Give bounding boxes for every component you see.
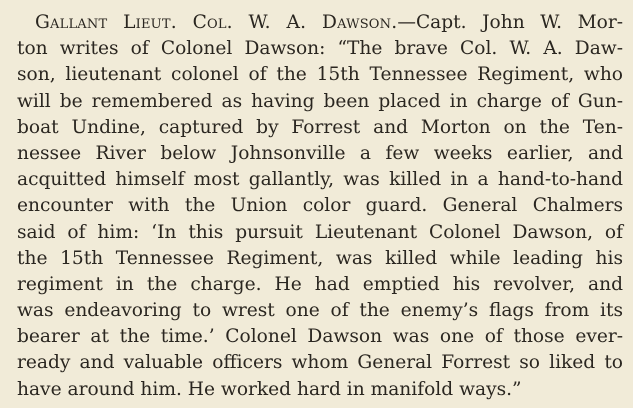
text-line-11: regiment in the charge. He had emptied his revolver, and xyxy=(17,273,623,295)
text-line-10: the 15th Tennessee Regiment, was killed while leading his xyxy=(17,247,623,269)
text-line-12: was endeavoring to wrest one of the enemy’s flags from its xyxy=(17,300,623,322)
text-line-5: boat Undine, captured by Forrest and Morton on the Ten- xyxy=(17,116,623,138)
text-line-3: son, lieutenant colonel of the 15th Tennessee Regiment, who xyxy=(17,64,623,86)
text-line-13: bearer at the time.’ Colonel Dawson was one of those ever- xyxy=(17,326,623,348)
text-line-8: encounter with the Union color guard. General Chalmers xyxy=(17,195,623,217)
text-line-1 xyxy=(17,10,623,36)
text-line-9: said of him: ‘In this pursuit Lieutenant Colonel Dawson, of xyxy=(17,221,623,243)
text-line-6: nessee River below Johnsonville a few weeks earlier, and xyxy=(17,142,623,164)
article-paragraph xyxy=(17,10,623,403)
text-line-4: will be remembered as having been placed in charge of Gun- xyxy=(17,90,623,112)
text-line-2: ton writes of Colonel Dawson: “The brave Col. W. A. Daw- xyxy=(17,38,623,60)
text-line-1-rest: —Capt. John W. Mor- xyxy=(397,12,623,33)
text-line-7: acquitted himself most gallantly, was killed in a hand-to-hand xyxy=(17,169,623,191)
article-heading: Gallant Lieut. Col. W. A. Dawson. xyxy=(35,12,398,33)
text-line-14: ready and valuable officers whom General Forrest so liked to xyxy=(17,352,623,374)
text-line-15: have around him. He worked hard in manifold ways.” xyxy=(17,378,522,400)
